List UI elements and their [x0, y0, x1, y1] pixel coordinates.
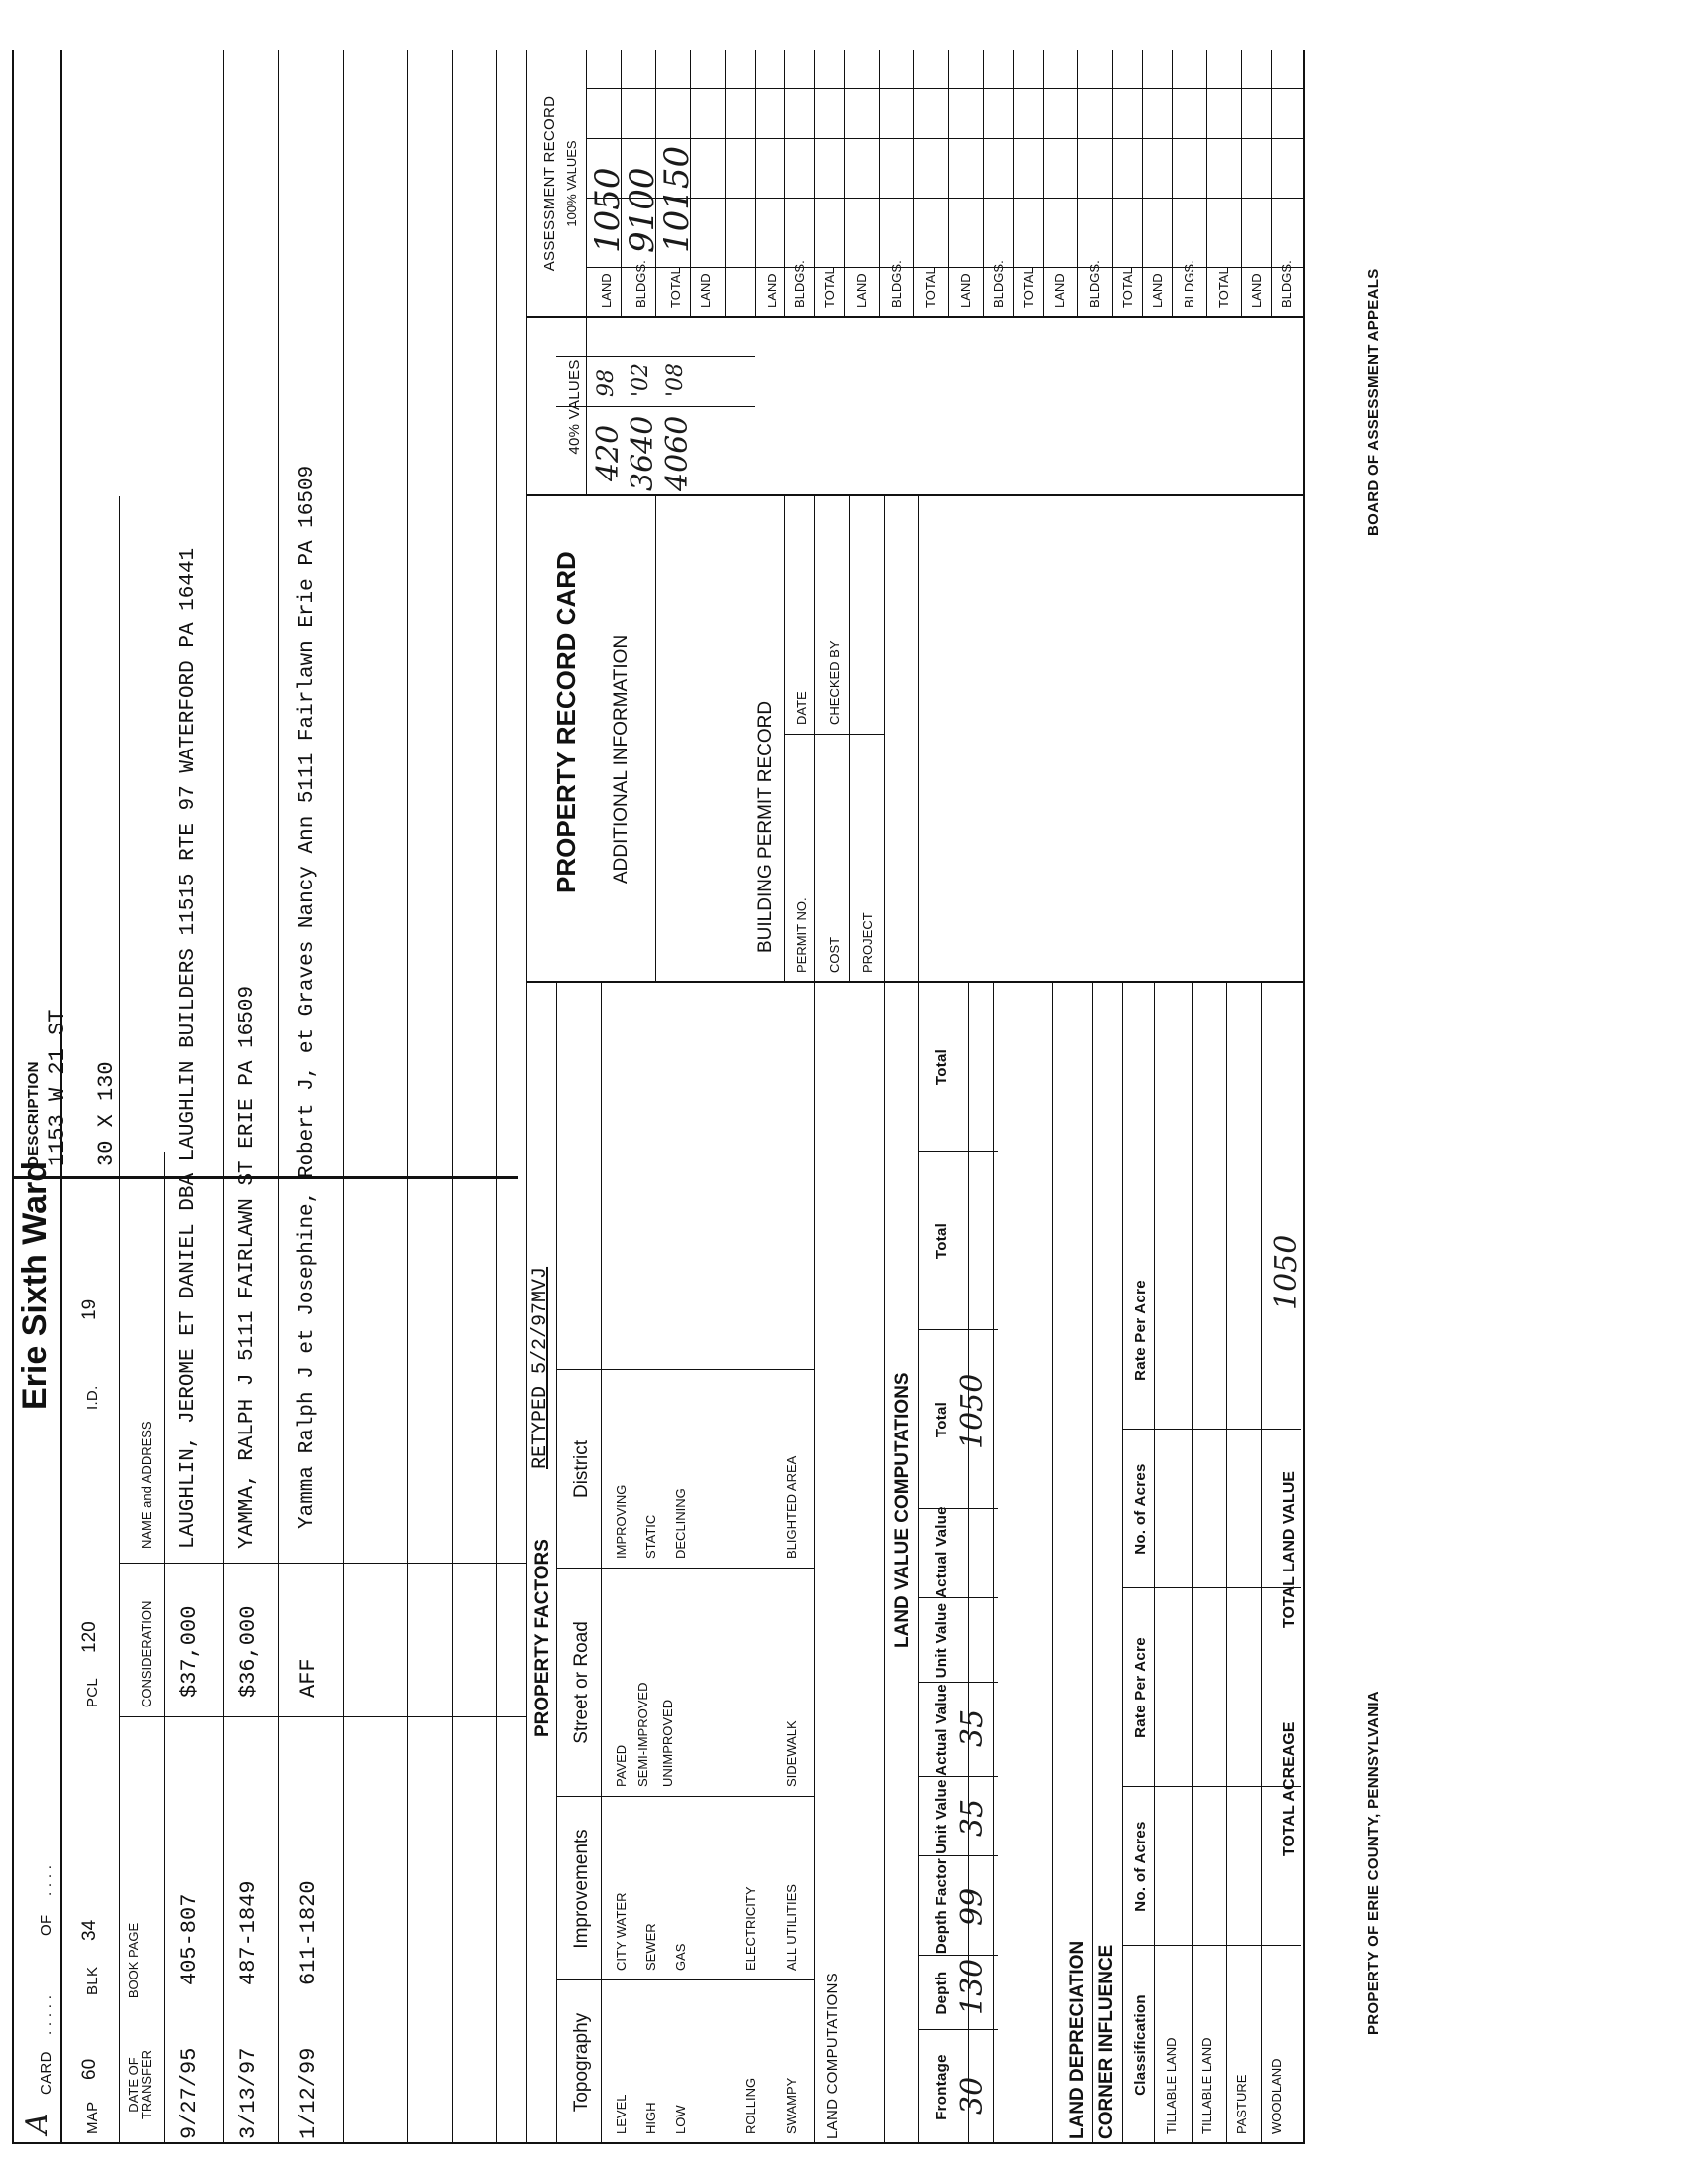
row-line: [601, 983, 602, 2144]
row-line: [849, 496, 850, 983]
project-label: PROJECT: [860, 912, 875, 973]
transfer-consideration: $36,000: [236, 1605, 261, 1698]
assessment-row-label: LAND: [765, 273, 779, 308]
row-line: [556, 983, 557, 2144]
row-line: [1077, 50, 1078, 318]
row-line: [1122, 983, 1123, 2144]
description-label: DESCRIPTION: [25, 1061, 42, 1166]
assessment-label: ASSESSMENT RECORD: [541, 95, 558, 272]
row-line: [814, 983, 815, 2144]
description-divider: [12, 1176, 518, 1179]
values40-mark: '02: [629, 362, 653, 397]
col-line: [1122, 1945, 1301, 1946]
row-line: [1142, 50, 1143, 318]
assessment-row-label: LAND: [854, 273, 869, 308]
values40-mark: 98: [594, 369, 619, 397]
row-line: [784, 50, 785, 318]
col-line: [918, 1151, 998, 1152]
row-line: [278, 50, 279, 2144]
row-line: [343, 50, 344, 2144]
assessment-row-label: LAND: [1249, 273, 1264, 308]
col-line: [556, 1568, 814, 1569]
col-line: [556, 1796, 814, 1797]
transfer-name: YAMMA, RALPH J 5111 FAIRLAWN ST ERIE PA 16509: [236, 985, 259, 1549]
values40-header-line: [586, 318, 587, 496]
district-blighted: BLIGHTED AREA: [784, 1455, 799, 1559]
assessment-row-label: BLDGS.: [1279, 260, 1294, 308]
row-line: [1192, 983, 1193, 2144]
assessment-row-label: LAND: [1150, 273, 1165, 308]
col-line: [556, 1979, 814, 1980]
col-name-header: NAME and ADDRESS: [139, 1421, 154, 1549]
transfer-book: 611-1820: [296, 1880, 321, 1985]
district-static: STATIC: [643, 1514, 658, 1559]
row-line: [223, 50, 224, 2144]
class-tillable: TILLABLE LAND: [1164, 2037, 1179, 2134]
col-line: [918, 1682, 998, 1683]
land-value-title: LAND VALUE COMPUTATIONS: [892, 1372, 912, 1648]
values40-mark: '08: [663, 362, 688, 397]
assessment-row-label: BLDGS.: [1087, 260, 1102, 308]
col-line: [556, 406, 755, 407]
district-improving: IMPROVING: [614, 1484, 629, 1559]
additional-information: ADDITIONAL INFORMATION: [611, 634, 632, 884]
row-line: [948, 50, 949, 318]
rotated-card: A CARD . . . . . OF . . . . Erie Sixth Ward MAP 60 BLK 34 PCL 120 I.D. 19 DESCRIPTION 1153 W 21 ST 30 X 130 DATE OF TRANSFER BOOK PAGE CONSIDERATION NAME and ADDRESS 9/27/95 405-807 $37,000 LAUGHLIN, JEROME ET DANIEL DBA LAUGHLIN BUILDERS 11515 RTE 97 WATERFORD PA 16441 3/13/97 487-1849 $36,000 YAMMA, RALPH J 5111 FAIRLAWN ST ERIE PA 16509 1/12/99 611-1820 AFF Yamma Ralph J et Josephine, Robert J, et Graves Nancy Ann 5111 Fairlawn Erie PA 16509 PROPERTY FACTORS RETYPED 5/2/97MVJ Topography Improvements Street or Road District LEVEL HIGH LOW ROLLING SWAMPY CITY WATER SEWER GAS ELECTRICITY ALL UTILITIES PAVED SEMI-IMPROVED UNIMPROVED SIDEWALK IMPROVING STATIC DECLINING BLIGHTED AREA LAND COMPUTATIONS PROPERTY RECORD CARD ADDITIONAL INFORMATION BUILDING PERMIT RECORD PERMIT NO. DATE COST CHECKED BY PROJECT LAND VALUE COMPUTATIONS Frontage Depth Depth Factor Unit Value Actual Value Unit Value Actual Value Total Total Total 30 130 99 35 35 1050 LAND DEPRECIATION CORNER INFLUENCE Classification No. of Acres Rate Per Acre No. of Acres Rate Per Acre TILLABLE LAND TILLABLE LAND PASTURE WOODLAND TOTAL ACREAGE TOTAL LAND VALUE 1050 40% VALUES 420 3640 4060 98 '02 '08 ASSESSMENT RECORD 100% VALUES LAND BLDGS. TOTAL 1050 9100 10150 LAND LAND BLDGS. TOTAL LAND BLDGS. TOTAL LAND BLDGS. TOTAL LAND BLDGS. TOTAL LAND BLDGS. TOTAL LAND BLDGS. PROPERTY OF ERIE COUNTY, PENNSYLVANIA BOARD OF ASSESSMENT APPEALS: [0, 0, 1684, 2184]
retyped-note: RETYPED 5/2/97MVJ: [529, 1266, 552, 1469]
property-factors-title: PROPERTY FACTORS: [532, 1539, 553, 1737]
row-line: [784, 496, 785, 983]
row-line: [1013, 50, 1014, 318]
topography-level: LEVEL: [614, 2094, 629, 2134]
top-border: [12, 50, 14, 2144]
row-line: [452, 50, 453, 2144]
total-acreage-label: TOTAL ACREAGE: [1281, 1721, 1298, 1856]
assessment-row-label: LAND: [698, 273, 713, 308]
row-line: [1261, 983, 1262, 2144]
col-unit-value: Unit Value: [933, 1779, 950, 1854]
col-line: [586, 88, 1303, 89]
assessment-row-label: TOTAL: [822, 267, 837, 308]
id-label: I.D.: [84, 1385, 101, 1410]
bottom-border: [1303, 50, 1305, 2144]
row-line: [1206, 50, 1207, 318]
topography-low: LOW: [673, 2105, 688, 2134]
assessment-left: [526, 316, 1303, 318]
assessment-bldgs: 9100: [623, 167, 662, 253]
permit-no-label: PERMIT NO.: [794, 897, 809, 973]
assessment-row-label: BLDGS.: [889, 260, 904, 308]
assessment-land: 1050: [588, 167, 628, 253]
row-line: [879, 50, 880, 318]
col-total-1: Total: [933, 1401, 950, 1438]
blk-value: 34: [79, 1919, 100, 1941]
street-semi: SEMI-IMPROVED: [635, 1682, 650, 1787]
row-line: [725, 50, 726, 318]
land-depreciation-label: LAND DEPRECIATION: [1067, 1940, 1088, 2139]
values40-left: [526, 494, 1303, 496]
map-label: MAP: [84, 2101, 101, 2134]
record-card-title: PROPERTY RECORD CARD: [551, 551, 581, 893]
actual-value: 35: [955, 1708, 990, 1747]
col-district: District: [571, 1439, 592, 1499]
row-line: [1226, 983, 1227, 2144]
improvement-all-utilities: ALL UTILITIES: [784, 1884, 799, 1971]
description-line1: 1153 W 21 ST: [45, 1009, 70, 1166]
assessment-land-label: LAND: [599, 273, 614, 308]
transfer-date: 3/13/97: [236, 2047, 261, 2139]
page-title: Erie Sixth Ward: [16, 1160, 54, 1410]
col-line: [1122, 1429, 1301, 1430]
unit-value: 35: [955, 1798, 990, 1837]
row-line: [655, 496, 656, 983]
row-line: [755, 50, 756, 318]
col-topography: Topography: [571, 2012, 592, 2113]
permit-record-title: BUILDING PERMIT RECORD: [755, 700, 775, 953]
total-land-value-label: TOTAL LAND VALUE: [1281, 1471, 1298, 1628]
row-line: [983, 50, 984, 318]
total-land-value-amount: 1050: [1269, 1234, 1304, 1310]
values40-label: 40% VALUES: [566, 359, 583, 455]
col-actual-value: Actual Value: [933, 1684, 950, 1776]
depth-factor-value: 99: [955, 1887, 990, 1926]
col-line: [119, 1563, 526, 1564]
row-line: [884, 983, 885, 2144]
cost-label: COST: [827, 936, 842, 973]
values40-total: 4060: [660, 415, 695, 491]
col-line: [918, 1508, 998, 1509]
col-line: [1122, 1786, 1301, 1787]
row-line: [814, 496, 815, 983]
row-line: [407, 50, 408, 2144]
col-depth-factor: Depth Factor: [933, 1857, 950, 1955]
col-improvements: Improvements: [571, 1829, 592, 1949]
col-line: [918, 1597, 998, 1598]
values40-land: 420: [591, 424, 626, 481]
topography-swampy: SWAMPY: [784, 2077, 799, 2134]
pcl-value: 120: [79, 1621, 100, 1653]
col-line: [119, 1716, 526, 1717]
row-line: [526, 50, 527, 2144]
col-book-header: BOOK PAGE: [126, 1922, 141, 1999]
row-line: [119, 496, 120, 2144]
assessment-row-label: TOTAL: [1120, 267, 1135, 308]
assessment-row-label: TOTAL: [1021, 267, 1036, 308]
assessment-row-label: LAND: [1052, 273, 1067, 308]
corner-influence-label: CORNER INFLUENCE: [1096, 1944, 1117, 2139]
col-line: [556, 356, 755, 357]
col-rate-per-acre-2: Rate Per Acre: [1132, 1280, 1149, 1381]
col-line: [918, 2029, 998, 2030]
col-no-of-acres-2: No. of Acres: [1132, 1463, 1149, 1555]
col-line: [918, 1329, 998, 1330]
land-total-value: 1050: [955, 1373, 990, 1449]
row-line: [913, 50, 914, 318]
col-line: [918, 1955, 998, 1956]
transfer-book: 405-807: [177, 1893, 202, 1985]
id-value: 19: [79, 1298, 100, 1320]
class-tillable-2: TILLABLE LAND: [1199, 2037, 1214, 2134]
row-line: [1172, 50, 1173, 318]
col-rate-per-acre: Rate Per Acre: [1132, 1637, 1149, 1738]
street-paved: PAVED: [614, 1744, 629, 1787]
col-actual-value-2: Actual Value: [933, 1506, 950, 1598]
col-line: [784, 734, 884, 735]
assessment-row-label: LAND: [958, 273, 973, 308]
row-line: [993, 983, 994, 2144]
col-classification: Classification: [1132, 1994, 1149, 2096]
col-depth: Depth: [933, 1971, 950, 2015]
assessment-row-label: TOTAL: [1216, 267, 1231, 308]
col-date-header: DATE OF TRANSFER: [126, 2049, 154, 2120]
row-line: [1271, 50, 1272, 318]
row-line: [1052, 983, 1053, 2144]
improvement-electricity: ELECTRICITY: [743, 1886, 758, 1971]
assessment-total-label: TOTAL: [668, 267, 683, 308]
street-sidewalk: SIDEWALK: [784, 1720, 799, 1787]
improvement-gas: GAS: [673, 1943, 688, 1971]
row-line: [1092, 983, 1093, 2144]
col-unit-value-2: Unit Value: [933, 1602, 950, 1679]
transfer-name: Yamma Ralph J et Josephine, Robert J, et Graves Nancy Ann 5111 Fairlawn Erie PA 16509: [296, 465, 319, 1529]
transfer-name: LAUGHLIN, JEROME ET DANIEL DBA LAUGHLIN BUILDERS 11515 RTE 97 WATERFORD PA 16441: [177, 547, 200, 1549]
district-declining: DECLINING: [673, 1488, 688, 1559]
assessment-row-label: TOTAL: [923, 267, 938, 308]
footer-left: PROPERTY OF ERIE COUNTY, PENNSYLVANIA: [1365, 1691, 1382, 2035]
row-line: [918, 496, 919, 983]
assessment-bldgs-label: BLDGS.: [633, 260, 648, 308]
col-no-of-acres: No. of Acres: [1132, 1821, 1149, 1912]
transfer-consideration: AFF: [296, 1658, 321, 1698]
assessment-header-line: [586, 50, 587, 318]
class-woodland: WOODLAND: [1269, 2058, 1284, 2134]
pcl-label: PCL: [84, 1677, 101, 1707]
col-line: [556, 1369, 814, 1370]
assessment-total: 10150: [657, 145, 697, 253]
col-total-3: Total: [933, 1048, 950, 1086]
left-border: [12, 2142, 1303, 2144]
transfer-date: 1/12/99: [296, 2047, 321, 2139]
col-consideration-header: CONSIDERATION: [139, 1600, 154, 1707]
col-line: [1122, 1587, 1301, 1588]
row-line: [496, 50, 497, 2144]
col-line: [918, 1776, 998, 1777]
col-frontage: Frontage: [933, 2054, 950, 2120]
transfer-consideration: $37,000: [177, 1605, 202, 1698]
record-card-left: [526, 981, 1303, 983]
assessment-sublabel: 100% VALUES: [564, 140, 579, 227]
frontage-value: 30: [955, 2076, 990, 2115]
checked-by-label: CHECKED BY: [827, 640, 842, 725]
row-line: [1154, 983, 1155, 2144]
row-line: [814, 50, 815, 318]
assessment-row-label: BLDGS.: [792, 260, 807, 308]
col-total-2: Total: [933, 1222, 950, 1260]
values40-bldgs: 3640: [626, 415, 660, 491]
col-line: [586, 138, 1303, 139]
land-computations-label: LAND COMPUTATIONS: [824, 1973, 841, 2139]
transfer-book: 487-1849: [236, 1880, 261, 1985]
improvement-water: CITY WATER: [614, 1892, 629, 1971]
assessment-row-label: BLDGS.: [991, 260, 1006, 308]
topography-rolling: ROLLING: [743, 2077, 758, 2134]
blk-label: BLK: [84, 1966, 101, 1995]
card-label: CARD: [38, 2051, 55, 2095]
description-line2: 30 X 130: [94, 1061, 119, 1166]
transfer-date: 9/27/95: [177, 2047, 202, 2139]
depth-value: 130: [955, 1958, 990, 2015]
row-line: [1043, 50, 1044, 318]
row-line: [918, 983, 919, 2144]
row-line: [164, 1152, 165, 2144]
assessment-row-label: BLDGS.: [1182, 260, 1196, 308]
row-line: [1112, 50, 1113, 318]
class-pasture: PASTURE: [1234, 2074, 1249, 2134]
footer-right: BOARD OF ASSESSMENT APPEALS: [1365, 268, 1382, 536]
card-letter: A: [20, 2113, 55, 2134]
street-unimproved: UNIMPROVED: [660, 1699, 675, 1787]
row-line: [884, 496, 885, 983]
date-label: DATE: [794, 691, 809, 725]
of-label: OF: [38, 1914, 55, 1936]
improvement-sewer: SEWER: [643, 1923, 658, 1971]
row-line: [844, 50, 845, 318]
col-street: Street or Road: [571, 1621, 592, 1744]
col-line: [918, 1855, 998, 1856]
row-line: [1241, 50, 1242, 318]
topography-high: HIGH: [643, 2102, 658, 2134]
map-value: 60: [79, 2058, 100, 2080]
